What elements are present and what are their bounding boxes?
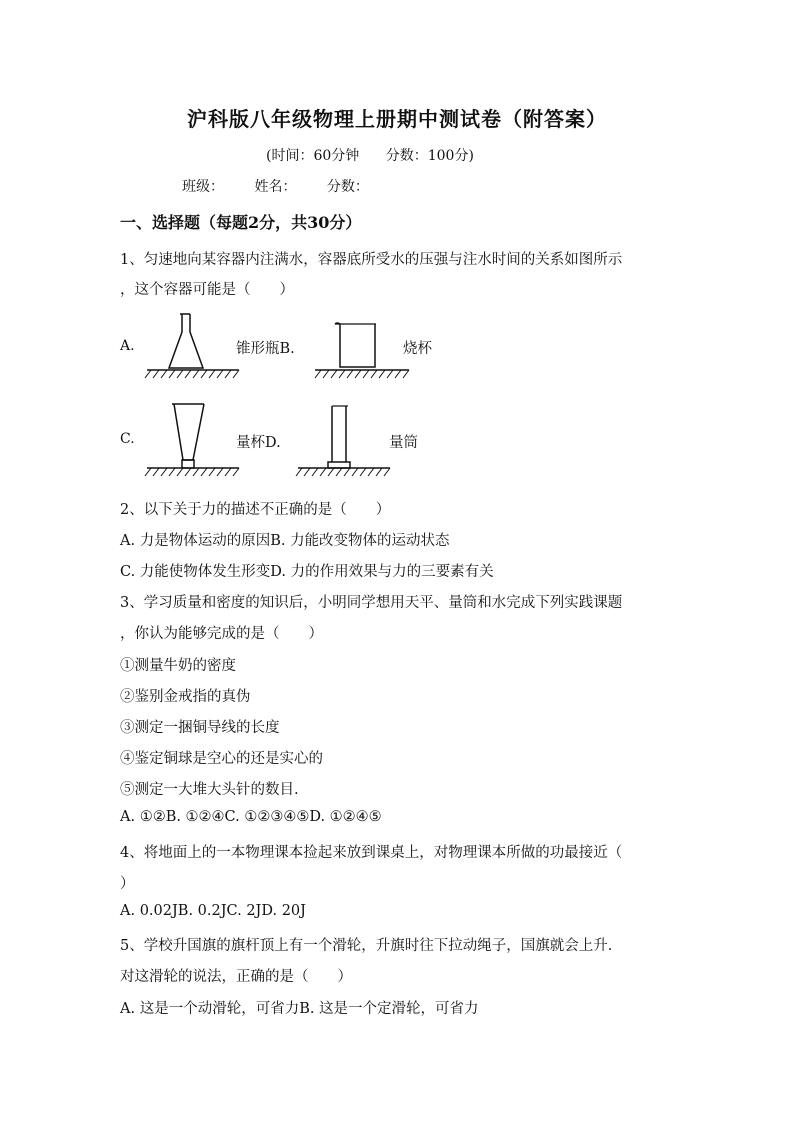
- q1-option-c-name: 量杯D.: [236, 435, 281, 451]
- name-label: 姓名：: [254, 179, 297, 195]
- section-heading: 一、选择题（每题2分，共30分）: [120, 213, 362, 232]
- q1-option-b-name: 烧杯: [403, 341, 432, 357]
- q1-option-a-name: 锥形瓶B.: [236, 341, 295, 357]
- q1-option-c-letter: C.: [120, 431, 135, 447]
- q4-stem-line1: 4、将地面上的一本物理课本捡起来放到课桌上，对物理课本所做的功最接近（: [120, 845, 623, 861]
- q3-item: ①测量牛奶的密度: [120, 658, 236, 674]
- q3-item: ④鉴定铜球是空心的还是实心的: [120, 751, 323, 767]
- q1-option-d-name: 量筒: [389, 435, 418, 451]
- graduated-cylinder-icon: [296, 400, 396, 480]
- q1-option-a-letter: A.: [120, 338, 135, 354]
- q2-stem: 2、以下关于力的描述不正确的是（ ）: [120, 502, 391, 518]
- beaker-icon: [313, 318, 413, 382]
- q1-stem-line1: 1、匀速地向某容器内注满水，容器底所受水的压强与注水时间的关系如图所示: [120, 252, 623, 268]
- q4-stem-line2: ）: [120, 876, 135, 892]
- q2-options-line1: A. 力是物体运动的原因B. 力能改变物体的运动状态: [120, 533, 450, 549]
- class-label: 班级：: [182, 179, 224, 195]
- q3-item: ③测定一捆铜导线的长度: [120, 720, 280, 736]
- q5-stem-line2: 对这滑轮的说法，正确的是（ ）: [120, 969, 352, 985]
- q3-stem-line1: 3、学习质量和密度的知识后，小明同学想用天平、量筒和水完成下列实践课题: [120, 595, 623, 611]
- q5-stem-line1: 5、学校升国旗的旗杆顶上有一个滑轮，升旗时往下拉动绳子，国旗就会上升.: [120, 938, 613, 954]
- q3-item: ②鉴别金戒指的真伪: [120, 689, 251, 705]
- q3-options: A. ①②B. ①②④C. ①②③④⑤D. ①②④⑤: [120, 809, 382, 825]
- student-info: [182, 176, 395, 196]
- time-limit: (时间：60分钟: [266, 148, 360, 164]
- q4-options: A. 0.02JB. 0.2JC. 2JD. 20J: [120, 903, 306, 919]
- q2-options-line2: C. 力能使物体发生形变D. 力的作用效果与力的三要素有关: [120, 564, 494, 580]
- total-score: 分数：100分): [385, 148, 474, 164]
- exam-info: [266, 145, 496, 165]
- q3-stem-line2: ，你认为能够完成的是（ ）: [120, 626, 323, 642]
- mark-label: 分数：: [326, 179, 369, 195]
- q3-item: ⑤测定一大堆大头针的数目.: [120, 782, 299, 798]
- page-title: 沪科版八年级物理上册期中测试卷（附答案）: [187, 107, 607, 131]
- conical-flask-icon: [145, 310, 245, 382]
- q5-options-line1: A. 这是一个动滑轮，可省力B. 这是一个定滑轮，可省力: [120, 1001, 479, 1017]
- q1-stem-line2: ，这个容器可能是（ ）: [120, 282, 294, 298]
- measuring-cup-icon: [145, 400, 245, 480]
